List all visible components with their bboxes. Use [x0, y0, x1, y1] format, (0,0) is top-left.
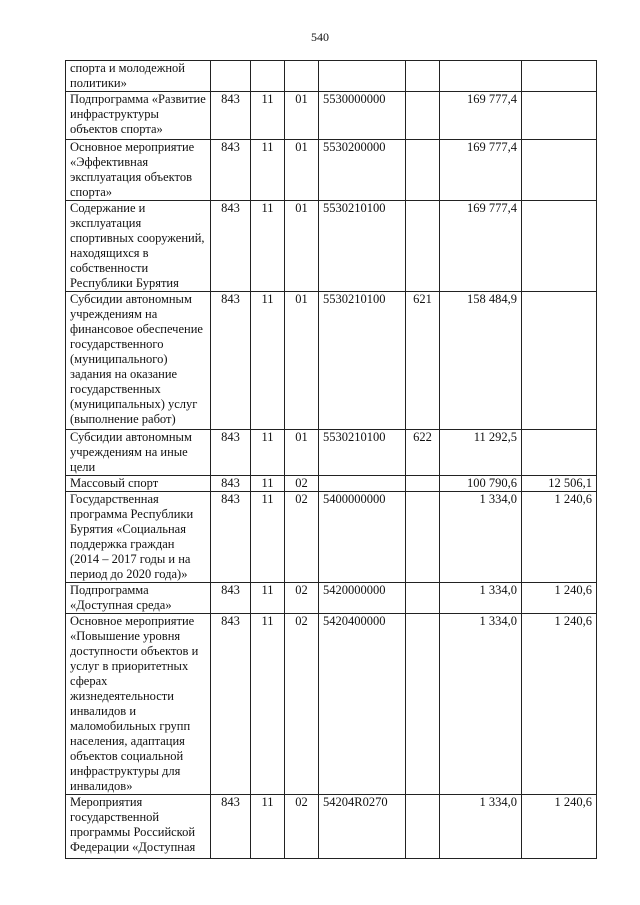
amount-year1-cell: 169 777,4 — [440, 201, 522, 292]
amount-year1-cell: 1 334,0 — [440, 614, 522, 795]
amount-year2-cell — [522, 61, 597, 92]
item-name-cell: Субсидии автономным учреждениям на иные цели — [66, 430, 211, 476]
target-article-cell — [319, 61, 406, 92]
subsection-code-cell: 01 — [285, 140, 319, 201]
expense-type-cell — [406, 614, 440, 795]
target-article-cell: 5420400000 — [319, 614, 406, 795]
subsection-code-cell: 02 — [285, 583, 319, 614]
amount-year2-cell: 12 506,1 — [522, 476, 597, 492]
table-row — [66, 614, 597, 795]
item-name-cell: Субсидии автономным учреждениям на финансовое обеспечение государственного (муниципального) задания на оказание государственных (муниципальных) услуг (выполнение работ) — [66, 292, 211, 430]
amount-year1-cell: 1 334,0 — [440, 583, 522, 614]
section-code-cell: 11 — [251, 614, 285, 795]
item-name-cell: Мероприятия государственной программы Российской Федерации «Доступная — [66, 795, 211, 859]
page-number: 540 — [311, 30, 329, 44]
expense-type-cell — [406, 583, 440, 614]
table-row — [66, 583, 597, 614]
expense-type-cell: 621 — [406, 292, 440, 430]
target-article-cell — [319, 476, 406, 492]
target-article-cell: 5530210100 — [319, 430, 406, 476]
expense-type-cell — [406, 61, 440, 92]
expense-type-cell — [406, 795, 440, 859]
amount-year2-cell: 1 240,6 — [522, 583, 597, 614]
amount-year2-cell — [522, 201, 597, 292]
amount-year2-cell — [522, 292, 597, 430]
table-row — [66, 492, 597, 583]
item-name-cell: Массовый спорт — [66, 476, 211, 492]
gov-code-cell: 843 — [211, 476, 251, 492]
subsection-code-cell — [285, 61, 319, 92]
expense-type-cell — [406, 140, 440, 201]
table-row — [66, 476, 597, 492]
item-name-cell: спорта и молодежной политики» — [66, 61, 211, 92]
target-article-cell: 5530210100 — [319, 201, 406, 292]
subsection-code-cell: 01 — [285, 292, 319, 430]
item-name-cell: Подпрограмма «Развитие инфраструктуры объектов спорта» — [66, 92, 211, 140]
amount-year2-cell: 1 240,6 — [522, 795, 597, 859]
item-name-cell: Основное мероприятие «Эффективная эксплуатация объектов спорта» — [66, 140, 211, 201]
amount-year1-cell: 158 484,9 — [440, 292, 522, 430]
section-code-cell: 11 — [251, 292, 285, 430]
subsection-code-cell: 01 — [285, 92, 319, 140]
gov-code-cell: 843 — [211, 614, 251, 795]
gov-code-cell: 843 — [211, 292, 251, 430]
expense-type-cell — [406, 492, 440, 583]
expense-type-cell: 622 — [406, 430, 440, 476]
target-article-cell: 5530000000 — [319, 92, 406, 140]
gov-code-cell: 843 — [211, 430, 251, 476]
target-article-cell: 5400000000 — [319, 492, 406, 583]
subsection-code-cell: 01 — [285, 430, 319, 476]
subsection-code-cell: 02 — [285, 476, 319, 492]
section-code-cell: 11 — [251, 201, 285, 292]
section-code-cell: 11 — [251, 140, 285, 201]
table-row — [66, 292, 597, 430]
section-code-cell: 11 — [251, 795, 285, 859]
section-code-cell — [251, 61, 285, 92]
gov-code-cell: 843 — [211, 140, 251, 201]
section-code-cell: 11 — [251, 92, 285, 140]
subsection-code-cell: 02 — [285, 614, 319, 795]
gov-code-cell: 843 — [211, 583, 251, 614]
expense-type-cell — [406, 201, 440, 292]
table-row — [66, 140, 597, 201]
table-row — [66, 201, 597, 292]
amount-year2-cell — [522, 140, 597, 201]
gov-code-cell: 843 — [211, 201, 251, 292]
amount-year2-cell: 1 240,6 — [522, 492, 597, 583]
item-name-cell: Подпрограмма «Доступная среда» — [66, 583, 211, 614]
amount-year2-cell: 1 240,6 — [522, 614, 597, 795]
amount-year2-cell — [522, 92, 597, 140]
amount-year1-cell: 11 292,5 — [440, 430, 522, 476]
gov-code-cell: 843 — [211, 492, 251, 583]
expense-type-cell — [406, 476, 440, 492]
target-article-cell: 54204R0270 — [319, 795, 406, 859]
section-code-cell: 11 — [251, 476, 285, 492]
gov-code-cell — [211, 61, 251, 92]
section-code-cell: 11 — [251, 583, 285, 614]
amount-year1-cell: 1 334,0 — [440, 492, 522, 583]
item-name-cell: Государственная программа Республики Бурятия «Социальная поддержка граждан (2014 – 2017 годы и на период до 2020 года)» — [66, 492, 211, 583]
target-article-cell: 5530210100 — [319, 292, 406, 430]
amount-year1-cell: 169 777,4 — [440, 140, 522, 201]
target-article-cell: 5530200000 — [319, 140, 406, 201]
item-name-cell: Основное мероприятие «Повышение уровня доступности объектов и услуг в приоритетных сферах жизнедеятельности инвалидов и маломобильных групп населения, адаптация объектов социальной инфраструктуры для инвалидов» — [66, 614, 211, 795]
budget-table — [65, 60, 597, 859]
section-code-cell: 11 — [251, 492, 285, 583]
target-article-cell: 5420000000 — [319, 583, 406, 614]
section-code-cell: 11 — [251, 430, 285, 476]
amount-year1-cell: 100 790,6 — [440, 476, 522, 492]
amount-year1-cell — [440, 61, 522, 92]
amount-year1-cell: 169 777,4 — [440, 92, 522, 140]
subsection-code-cell: 02 — [285, 795, 319, 859]
expense-type-cell — [406, 92, 440, 140]
gov-code-cell: 843 — [211, 92, 251, 140]
table-row — [66, 61, 597, 92]
amount-year2-cell — [522, 430, 597, 476]
subsection-code-cell: 01 — [285, 201, 319, 292]
table-row — [66, 92, 597, 140]
subsection-code-cell: 02 — [285, 492, 319, 583]
item-name-cell: Содержание и эксплуатация спортивных сооружений, находящихся в собственности Республики Бурятия — [66, 201, 211, 292]
gov-code-cell: 843 — [211, 795, 251, 859]
table-row — [66, 795, 597, 859]
table-row — [66, 430, 597, 476]
amount-year1-cell: 1 334,0 — [440, 795, 522, 859]
